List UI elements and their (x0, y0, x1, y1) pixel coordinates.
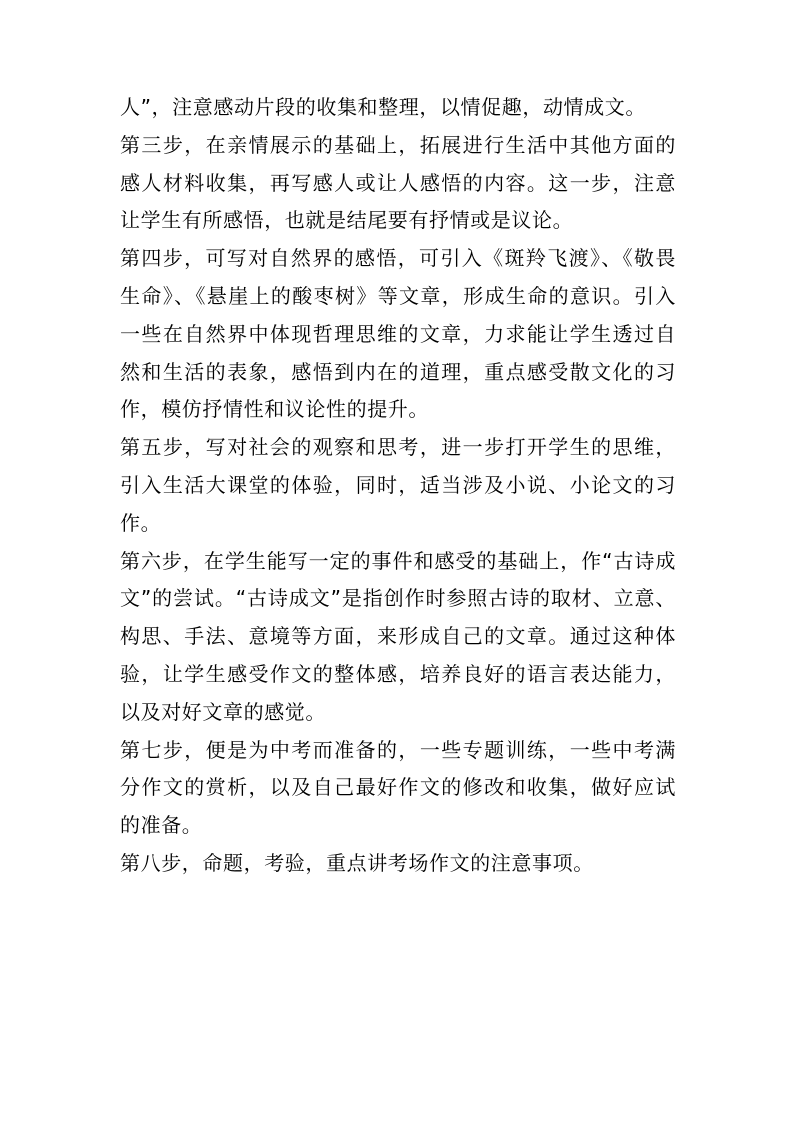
document-body (120, 89, 676, 883)
paragraph-step-seven: 第七步，便是为中考而准备的，一些专题训练，一些中考满分作文的赏析，以及自己最好作文的修改和收集，做好应试的准备。 (120, 737, 676, 838)
paragraph-step-eight: 第八步，命题，考验，重点讲考场作文的注意事项。 (120, 850, 594, 875)
paragraph-step-four: 第四步，可写对自然界的感悟，可引入《斑羚飞渡》、《敬畏生命》、《悬崖上的酸枣树》等文章，形成生命的意识。引入一些在自然界中体现哲理思维的文章，力求能让学生透过自然和生活的表象，感悟到内在的道理，重点感受散文化的习作，模仿抒情性和议论性的提升。 (120, 246, 676, 422)
paragraph-step-three: 第三步，在亲情展示的基础上，拓展进行生活中其他方面的感人材料收集，再写感人或让人感悟的内容。这一步，注意让学生有所感悟，也就是结尾要有抒情或是议论。 (120, 132, 676, 233)
paragraph-continuation: 人”，注意感动片段的收集和整理，以情促趣，动情成文。 (120, 95, 646, 119)
paragraph-step-five: 第五步，写对社会的观察和思考，进一步打开学生的思维，引入生活大课堂的体验，同时，适当涉及小说、小论文的习作。 (120, 435, 676, 535)
paragraph-step-six: 第六步，在学生能写一定的事件和感受的基础上，作“古诗成文”的尝试。“古诗成文”是指创作时参照古诗的取材、立意、构思、手法、意境等方面，来形成自己的文章。通过这种体验，让学生感受作文的整体感，培养良好的语言表达能力，以及对好文章的感觉。 (120, 548, 676, 724)
